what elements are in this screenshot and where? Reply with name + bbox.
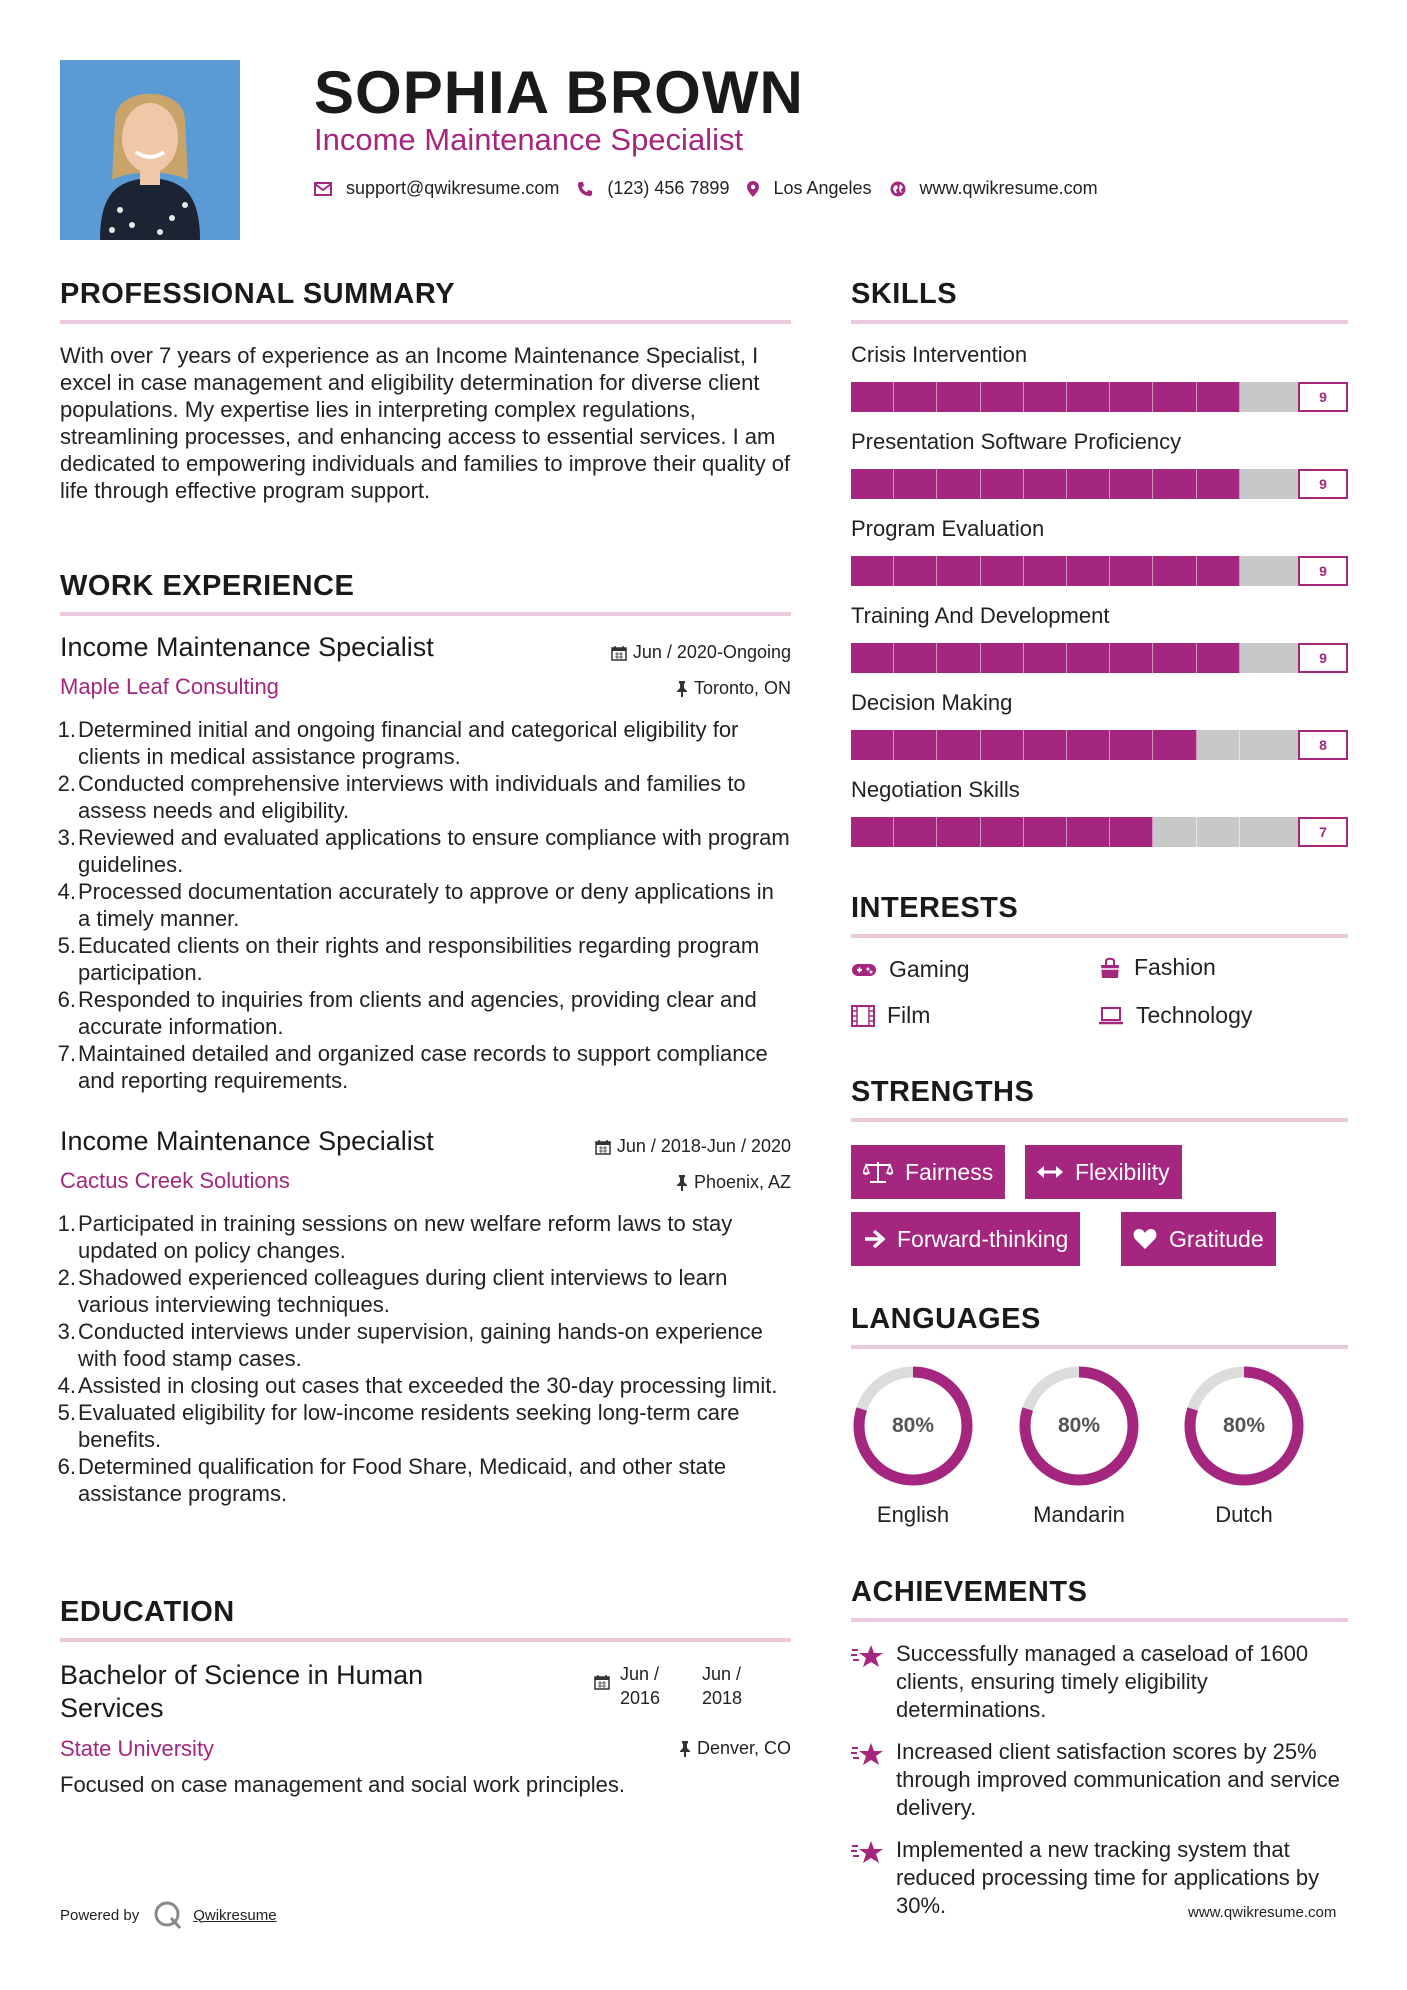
skill-bar-segment bbox=[1197, 817, 1240, 847]
skill-bar-segment bbox=[1024, 643, 1067, 673]
globe-icon bbox=[890, 181, 906, 197]
language-name: English bbox=[876, 1502, 950, 1527]
interest-technology bbox=[1098, 1002, 1252, 1029]
achievement-text: Successfully managed a caseload of 1600 clients, ensuring timely eligibility determinations. bbox=[896, 1641, 1309, 1722]
job-location bbox=[520, 1172, 791, 1193]
skill-bar-segment bbox=[981, 469, 1024, 499]
shopping-bag-icon bbox=[1098, 956, 1122, 980]
summary-text: With over 7 years of experience as an Income Maintenance Specialist, I excel in case management and eligibility determination for diverse client populations. My expertise lies in interpreting complex regulations, streamlining processes, and enhancing access to essential services. I am dedicated to empowering individuals and families to improve their quality of life through effective program support. bbox=[60, 343, 791, 503]
skill-bar-segment bbox=[1024, 730, 1067, 760]
skill-bar-segment bbox=[981, 730, 1024, 760]
skill-bar-segment bbox=[894, 469, 937, 499]
company-name: Cactus Creek Solutions bbox=[60, 1168, 290, 1193]
envelope-icon bbox=[314, 182, 332, 196]
skill-bar-segment bbox=[937, 382, 980, 412]
interest-gaming bbox=[851, 956, 970, 983]
language-ring bbox=[1182, 1364, 1306, 1488]
company-name: Maple Leaf Consulting bbox=[60, 674, 279, 699]
skill-bar-segment bbox=[851, 643, 894, 673]
skill-bar bbox=[851, 382, 1348, 412]
duty-item: 4. Assisted in closing out cases that exceeded the 30-day processing limit. bbox=[57, 1373, 778, 1398]
skill-bar-segment bbox=[1240, 643, 1305, 673]
skill-label: Negotiation Skills bbox=[851, 777, 1020, 802]
calendar-icon bbox=[594, 1674, 610, 1690]
edu-start-date bbox=[620, 1662, 660, 1710]
skill-bar-segment bbox=[1153, 556, 1196, 586]
film-icon bbox=[851, 1005, 875, 1027]
strength-gratitude bbox=[1121, 1212, 1276, 1266]
skill-bar-segment bbox=[1153, 469, 1196, 499]
education-divider bbox=[60, 1638, 791, 1642]
skill-bar bbox=[851, 556, 1348, 586]
calendar-icon bbox=[611, 645, 627, 661]
language-percent: 80% bbox=[891, 1414, 935, 1437]
skill-bar-segment bbox=[1067, 469, 1110, 499]
education-note: Focused on case management and social work principles. bbox=[60, 1772, 625, 1797]
achievements-divider bbox=[851, 1618, 1348, 1622]
job-date bbox=[520, 1136, 791, 1157]
skill-bar-segment bbox=[937, 817, 980, 847]
skill-bar-segment bbox=[937, 643, 980, 673]
interest-label: Film bbox=[887, 1002, 931, 1028]
skill-label: Program Evaluation bbox=[851, 516, 1045, 541]
contact-email[interactable] bbox=[314, 178, 559, 199]
strengths-heading: STRENGTHS bbox=[851, 1076, 1035, 1108]
contact-location bbox=[747, 178, 871, 199]
edu-start-month: Jun / bbox=[620, 1664, 660, 1684]
edu-end-month: Jun / bbox=[702, 1664, 742, 1684]
language-percent: 80% bbox=[1222, 1414, 1266, 1437]
skill-label: Decision Making bbox=[851, 690, 1013, 715]
strengths-divider bbox=[851, 1118, 1348, 1122]
duty-item: 5. Educated clients on their rights and responsibilities regarding program participation. bbox=[57, 933, 760, 985]
skill-bar-segment bbox=[894, 643, 937, 673]
star-icon bbox=[851, 1644, 885, 1670]
skill-bar-segment bbox=[1153, 382, 1196, 412]
skill-bar-segment bbox=[851, 817, 894, 847]
skills-heading: SKILLS bbox=[851, 278, 958, 310]
skill-bar-segment bbox=[1110, 556, 1153, 586]
skill-bar-segment bbox=[1153, 730, 1196, 760]
achievement-text: Increased client satisfaction scores by 25% through improved communication and service delivery. bbox=[896, 1739, 1340, 1820]
skill-bar-segment bbox=[1024, 382, 1067, 412]
pin-icon bbox=[676, 681, 688, 697]
skills-divider bbox=[851, 320, 1348, 324]
skill-level-badge: 9 bbox=[1298, 469, 1348, 499]
degree-title-line2: Services bbox=[60, 1693, 164, 1723]
contact-phone[interactable] bbox=[577, 178, 729, 199]
duty-item: 3. Reviewed and evaluated applications to ensure compliance with program guidelines. bbox=[57, 825, 790, 877]
contact-website[interactable] bbox=[890, 178, 1098, 199]
interests-divider bbox=[851, 934, 1348, 938]
language-ring bbox=[851, 1364, 975, 1488]
degree-title-line1: Bachelor of Science in Human bbox=[60, 1660, 424, 1690]
skill-label: Crisis Intervention bbox=[851, 342, 1028, 367]
language-percent: 80% bbox=[1057, 1414, 1101, 1437]
skill-bar-segment bbox=[937, 469, 980, 499]
strength-label: Forward-thinking bbox=[897, 1225, 1069, 1252]
achievement-item bbox=[851, 1738, 1351, 1822]
skill-bar-segment bbox=[1240, 817, 1305, 847]
skill-bar-segment bbox=[1110, 469, 1153, 499]
skill-level-badge: 7 bbox=[1298, 817, 1348, 847]
edu-start-year: 2016 bbox=[620, 1688, 661, 1708]
skill-bar-segment bbox=[1110, 730, 1153, 760]
work-divider bbox=[60, 612, 791, 616]
duty-item: 1. Determined initial and ongoing financial and categorical eligibility for clients in medical assistance programs. bbox=[57, 717, 739, 769]
summary-divider bbox=[60, 320, 791, 324]
footer-website[interactable]: www.qwikresume.com bbox=[1188, 1904, 1337, 1921]
skill-level-badge: 8 bbox=[1298, 730, 1348, 760]
language-name: Dutch bbox=[1215, 1502, 1273, 1527]
school-name: State University bbox=[60, 1736, 215, 1761]
powered-by-label: Powered by bbox=[60, 1906, 140, 1924]
arrow-right-icon bbox=[863, 1229, 885, 1249]
achievements-heading: ACHIEVEMENTS bbox=[851, 1576, 1088, 1608]
skill-bar-segment bbox=[937, 556, 980, 586]
languages-heading: LANGUAGES bbox=[851, 1303, 1041, 1335]
school-location-text: Denver, CO bbox=[696, 1738, 791, 1758]
skill-level-badge: 9 bbox=[1298, 382, 1348, 412]
job-title: Income Maintenance Specialist bbox=[60, 632, 434, 662]
skill-bar-segment bbox=[1067, 556, 1110, 586]
skill-bar-segment bbox=[1197, 469, 1240, 499]
skill-bar-segment bbox=[1110, 382, 1153, 412]
interest-label: Fashion bbox=[1134, 954, 1216, 980]
job-title: Income Maintenance Specialist bbox=[60, 1126, 434, 1156]
interest-label: Technology bbox=[1136, 1002, 1253, 1028]
school-location bbox=[520, 1738, 791, 1759]
star-icon bbox=[851, 1840, 885, 1866]
skill-bar-segment bbox=[851, 469, 894, 499]
duty-item: 7. Maintained detailed and organized case records to support compliance and reporting requirements. bbox=[57, 1041, 768, 1093]
duty-item: 5. Evaluated eligibility for low-income residents seeking long-term care benefits. bbox=[57, 1400, 740, 1452]
skill-bar-segment bbox=[981, 382, 1024, 412]
duty-item: 6. Responded to inquiries from clients and agencies, providing clear and accurate information. bbox=[57, 987, 757, 1039]
summary-heading: PROFESSIONAL SUMMARY bbox=[60, 278, 456, 310]
qwikresume-link[interactable]: Qwikresume bbox=[193, 1906, 277, 1924]
skill-bar-segment bbox=[1197, 556, 1240, 586]
job-date bbox=[520, 642, 791, 663]
candidate-name: SOPHIA BROWN bbox=[314, 59, 804, 126]
skill-bar-segment bbox=[981, 643, 1024, 673]
location-text: Los Angeles bbox=[773, 178, 872, 198]
star-icon bbox=[851, 1742, 885, 1768]
languages-divider bbox=[851, 1345, 1348, 1349]
duty-item: 2. Shadowed experienced colleagues during client interviews to learn various interviewing techniques. bbox=[57, 1265, 728, 1317]
skill-bar-segment bbox=[1110, 817, 1153, 847]
strength-label: Fairness bbox=[905, 1158, 994, 1185]
map-marker-icon bbox=[747, 181, 759, 197]
job-location bbox=[520, 678, 791, 699]
job-location-text: Phoenix, AZ bbox=[693, 1172, 791, 1192]
duty-item: 3. Conducted interviews under supervision, gaining hands-on experience with food stamp cases. bbox=[57, 1319, 763, 1371]
calendar-icon bbox=[595, 1139, 611, 1155]
skill-bar-segment bbox=[1240, 730, 1305, 760]
job-date-text: Jun / 2018-Jun / 2020 bbox=[616, 1136, 791, 1156]
powered-by bbox=[60, 1900, 277, 1930]
email-text: support@qwikresume.com bbox=[346, 178, 560, 198]
skill-bar-segment bbox=[894, 556, 937, 586]
phone-text: (123) 456 7899 bbox=[607, 178, 730, 198]
laptop-icon bbox=[1098, 1006, 1124, 1026]
skill-bar-segment bbox=[1153, 643, 1196, 673]
pin-icon bbox=[676, 1175, 688, 1191]
website-text: www.qwikresume.com bbox=[919, 178, 1098, 198]
language-name: Mandarin bbox=[1033, 1502, 1125, 1527]
work-heading: WORK EXPERIENCE bbox=[60, 570, 355, 602]
skill-bar-segment bbox=[1067, 643, 1110, 673]
candidate-role: Income Maintenance Specialist bbox=[314, 122, 744, 157]
edu-end-date bbox=[702, 1662, 742, 1710]
skill-bar-segment bbox=[1197, 382, 1240, 412]
balance-scale-icon bbox=[863, 1160, 893, 1184]
duty-item: 6. Determined qualification for Food Share, Medicaid, and other state assistance programs. bbox=[57, 1454, 727, 1506]
skill-bar-segment bbox=[894, 730, 937, 760]
skill-label: Training And Development bbox=[851, 603, 1110, 628]
education-heading: EDUCATION bbox=[60, 1596, 235, 1628]
interest-fashion bbox=[1098, 954, 1216, 981]
arrows-horizontal-icon bbox=[1037, 1165, 1063, 1179]
skill-bar-segment bbox=[1110, 643, 1153, 673]
skill-bar-segment bbox=[981, 556, 1024, 586]
strength-label: Gratitude bbox=[1169, 1225, 1264, 1252]
skill-bar-segment bbox=[1240, 556, 1305, 586]
skill-bar bbox=[851, 469, 1348, 499]
skill-bar-segment bbox=[894, 382, 937, 412]
duty-item: 1. Participated in training sessions on new welfare reform laws to stay updated on policy changes. bbox=[57, 1211, 733, 1263]
skill-bar-segment bbox=[1153, 817, 1196, 847]
skill-bar-segment bbox=[851, 556, 894, 586]
skill-bar bbox=[851, 643, 1348, 673]
skill-bar-segment bbox=[981, 817, 1024, 847]
skill-level-badge: 9 bbox=[1298, 556, 1348, 586]
strength-flexibility bbox=[1025, 1145, 1182, 1199]
edu-end-year: 2018 bbox=[702, 1688, 743, 1708]
language-ring bbox=[1017, 1364, 1141, 1488]
strength-label: Flexibility bbox=[1075, 1158, 1170, 1185]
skill-level-badge: 9 bbox=[1298, 643, 1348, 673]
pin-icon bbox=[679, 1741, 691, 1757]
achievement-item bbox=[851, 1640, 1351, 1724]
skill-bar bbox=[851, 730, 1348, 760]
skill-bar bbox=[851, 817, 1348, 847]
skill-bar-segment bbox=[1024, 556, 1067, 586]
skill-bar-segment bbox=[1197, 643, 1240, 673]
duty-item: 2. Conducted comprehensive interviews with individuals and families to assess needs and eligibility. bbox=[57, 771, 746, 823]
strength-fairness bbox=[851, 1145, 1005, 1199]
duty-list bbox=[57, 716, 790, 1094]
profile-photo bbox=[60, 60, 240, 240]
contact-bar bbox=[314, 178, 1116, 199]
strength-forward-thinking bbox=[851, 1212, 1080, 1266]
duty-item: 4. Processed documentation accurately to approve or deny applications in a timely manner. bbox=[57, 879, 774, 931]
heart-icon bbox=[1133, 1228, 1157, 1250]
skill-label: Presentation Software Proficiency bbox=[851, 429, 1182, 454]
achievement-text: Implemented a new tracking system that reduced processing time for applications by 30%. bbox=[896, 1837, 1320, 1918]
skill-bar-segment bbox=[851, 730, 894, 760]
skill-bar-segment bbox=[1024, 817, 1067, 847]
interest-label: Gaming bbox=[889, 956, 970, 982]
skill-bar-segment bbox=[1197, 730, 1240, 760]
skill-bar-segment bbox=[937, 730, 980, 760]
gamepad-icon bbox=[851, 961, 877, 979]
phone-icon bbox=[577, 181, 593, 197]
interest-film bbox=[851, 1002, 930, 1029]
skill-bar-segment bbox=[1067, 817, 1110, 847]
job-location-text: Toronto, ON bbox=[693, 678, 791, 698]
qwikresume-logo-icon bbox=[153, 1900, 183, 1930]
skill-bar-segment bbox=[1067, 382, 1110, 412]
skill-bar-segment bbox=[1067, 730, 1110, 760]
job-date-text: Jun / 2020-Ongoing bbox=[632, 642, 791, 662]
interests-heading: INTERESTS bbox=[851, 892, 1019, 924]
skill-bar-segment bbox=[1024, 469, 1067, 499]
duty-list bbox=[57, 1210, 790, 1507]
skill-bar-segment bbox=[894, 817, 937, 847]
skill-bar-segment bbox=[1240, 382, 1305, 412]
skill-bar-segment bbox=[851, 382, 894, 412]
skill-bar-segment bbox=[1240, 469, 1305, 499]
